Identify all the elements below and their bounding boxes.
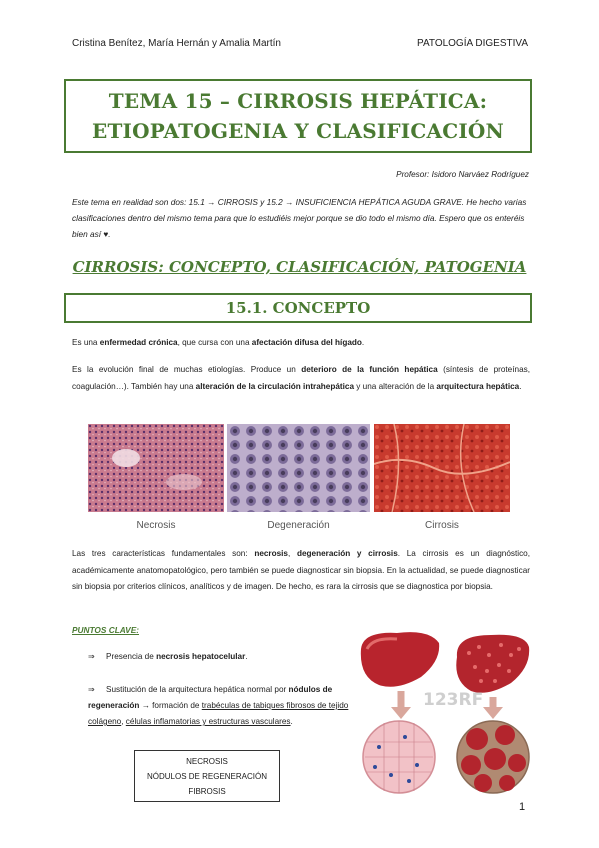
necrosis-image [88, 424, 224, 512]
healthy-liver-icon [361, 632, 439, 687]
title-line-2: ETIOPATOGENIA Y CLASIFICACIÓN [92, 119, 504, 143]
liver-illustration [357, 627, 537, 797]
intro-text-2: CIRROSIS y 15.2 [215, 197, 286, 207]
section-title: CIRROSIS: CONCEPTO, CLASIFICACIÓN, PATOGENIA [72, 258, 527, 276]
arrow-icon: → [207, 197, 216, 207]
heart-icon: ♥. [103, 229, 111, 239]
header-authors: Cristina Benítez, María Hernán y Amalia Martín [72, 38, 281, 49]
paragraph-evolution: Es la evolución final de muchas etiologías. Produce un deterioro de la función hepática (síntesis de proteínas, coagulación…). También hay una alteración de la circulación intrahepática y una alteración de la arquitectura hepática. [72, 365, 530, 391]
intro-text-1: Este tema en realidad son dos: 15.1 [72, 197, 208, 207]
bullet-regeneration: ⇒ Sustitución de la arquitectura hepática normal por nódulos de regeneración → formación de trabéculas de tabiques fibrosos de tejido colágeno, células inflamatorias y estructuras vasculares. [88, 682, 350, 730]
caption-degeneration: Degeneración [267, 520, 330, 531]
paragraph-characteristics: Las tres características fundamentales son: necrosis, degeneración y cirrosis. La cirrosis es un diagnóstico, académicamente anatomopatológico, pero también se puede diagnosticar sin biopsia. En la actualidad, se puede diagnosticar sin biopsia por criterios clínicos, analíticos y de imagen. De hecho, es rara la cirrosis que se diagnostica por biopsia. [72, 549, 530, 591]
subsection-title: 15.1. CONCEPTO [225, 299, 371, 317]
arrow-icon: → [285, 197, 294, 207]
key-points-heading: PUNTOS CLAVE: [72, 625, 139, 635]
title-box [64, 79, 532, 153]
cirrhosis-image [374, 424, 510, 512]
subsection-box [64, 293, 532, 323]
key-terms-box [134, 750, 280, 802]
page-number: 1 [519, 801, 526, 813]
key-term: FIBROSIS [188, 787, 226, 796]
bullet-necrosis: ⇒ Presencia de necrosis hepatocelular. [88, 649, 348, 665]
title-line-1: TEMA 15 – CIRROSIS HEPÁTICA: [108, 89, 488, 113]
intro-paragraph [72, 194, 532, 242]
key-term: NÓDULOS DE REGENERACIÓN [146, 772, 268, 781]
watermark-text: 123RF [423, 690, 484, 710]
cirrhotic-liver-icon [456, 635, 529, 693]
double-arrow-icon: ⇒ [88, 685, 95, 694]
paragraph-definition: Es una enfermedad crónica, que cursa con una afectación difusa del hígado. [72, 338, 365, 347]
key-term: NECROSIS [186, 757, 228, 766]
intro-text-3: INSUFICIENCIA HEPÁTICA AGUDA GRAVE. He hecho varias clasificaciones dentro del mismo tema para que lo estudiéis mejor porque se dio todo el mismo día. Espero que os enteréis bien así [72, 197, 527, 239]
double-arrow-icon: ⇒ [88, 652, 95, 661]
header-subject: PATOLOGÍA DIGESTIVA [417, 38, 528, 49]
caption-cirrhosis: Cirrosis [425, 520, 459, 531]
degeneration-image [227, 424, 370, 512]
caption-necrosis: Necrosis [136, 520, 176, 531]
professor-name: Profesor: Isidoro Narváez Rodríguez [396, 170, 529, 179]
